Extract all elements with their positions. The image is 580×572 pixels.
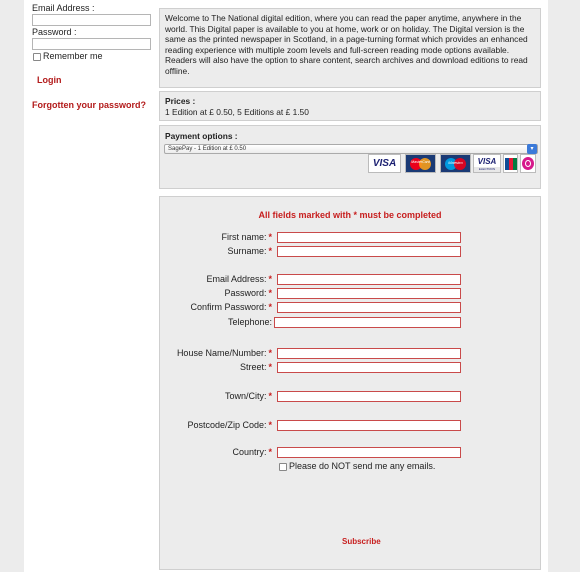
remember-checkbox[interactable] <box>33 53 41 61</box>
password-label: Password : <box>32 27 77 37</box>
town-field[interactable] <box>277 391 461 402</box>
confirm-password-field[interactable] <box>277 302 461 313</box>
telephone-label: Telephone: <box>227 317 272 327</box>
required-note: All fields marked with * must be completed <box>258 210 442 220</box>
visa-electron-icon: VISA ELECTRON <box>473 154 501 173</box>
surname-field[interactable] <box>277 246 461 257</box>
intro-box <box>159 8 541 88</box>
postcode-label: Postcode/Zip Code: * <box>187 420 272 430</box>
subscribe-button[interactable]: Subscribe <box>342 537 381 546</box>
mastercard-icon: MasterCard <box>405 154 436 173</box>
solo-icon <box>520 154 536 173</box>
forgot-password-link[interactable]: Forgotten your password? <box>32 100 147 110</box>
street-label: Street: * <box>239 362 272 372</box>
payment-title: Payment options : <box>165 131 238 141</box>
jcb-icon <box>503 154 518 173</box>
registration-form <box>159 196 541 570</box>
payment-select[interactable] <box>164 144 538 154</box>
country-field[interactable] <box>277 447 461 458</box>
first-name-label: First name: * <box>221 232 272 242</box>
password-input[interactable] <box>32 38 151 50</box>
reg-password-label: Password: * <box>224 288 272 298</box>
no-email-checkbox[interactable] <box>279 463 287 471</box>
prices-text: 1 Edition at £ 0.50, 5 Editions at £ 1.50 <box>165 106 309 117</box>
intro-text: Welcome to The National digital edition, where you can read the paper anytime, anywhere in the world. This Digital paper is available to you at home, work or on holiday. The Digital version is the same as the printed newspaper in Scotland, in a page-turning format which provides an enhanced reading experience with multiple zoom levels and full-screen reading mode options available. Readers will also have the option to share content, search archives and download editions to read offline. <box>165 13 528 76</box>
email-input[interactable] <box>32 14 151 26</box>
house-field[interactable] <box>277 348 461 359</box>
first-name-field[interactable] <box>277 232 461 243</box>
house-label: House Name/Number: * <box>176 348 272 358</box>
payment-box <box>159 125 541 189</box>
chevron-down-icon: ▾ <box>527 144 537 154</box>
remember-label: Remember me <box>43 51 103 61</box>
email-label: Email Address : <box>32 3 95 13</box>
maestro-icon: Maestro <box>440 154 471 173</box>
postcode-field[interactable] <box>277 420 461 431</box>
town-label: Town/City: * <box>224 391 272 401</box>
telephone-field[interactable] <box>274 317 461 328</box>
no-email-label: Please do NOT send me any emails. <box>289 461 436 471</box>
prices-box <box>159 91 541 121</box>
reg-password-field[interactable] <box>277 288 461 299</box>
visa-icon: VISA <box>368 154 401 173</box>
payment-select-value: SagePay - 1 Edition at £ 0.50 <box>168 146 247 152</box>
email-address-label: Email Address: * <box>206 274 272 284</box>
login-link[interactable]: Login <box>37 75 62 85</box>
confirm-password-label: Confirm Password: * <box>190 302 272 312</box>
surname-label: Surname: * <box>227 246 272 256</box>
country-label: Country: * <box>232 447 272 457</box>
prices-title: Prices : <box>165 96 196 106</box>
email-address-field[interactable] <box>277 274 461 285</box>
street-field[interactable] <box>277 362 461 373</box>
